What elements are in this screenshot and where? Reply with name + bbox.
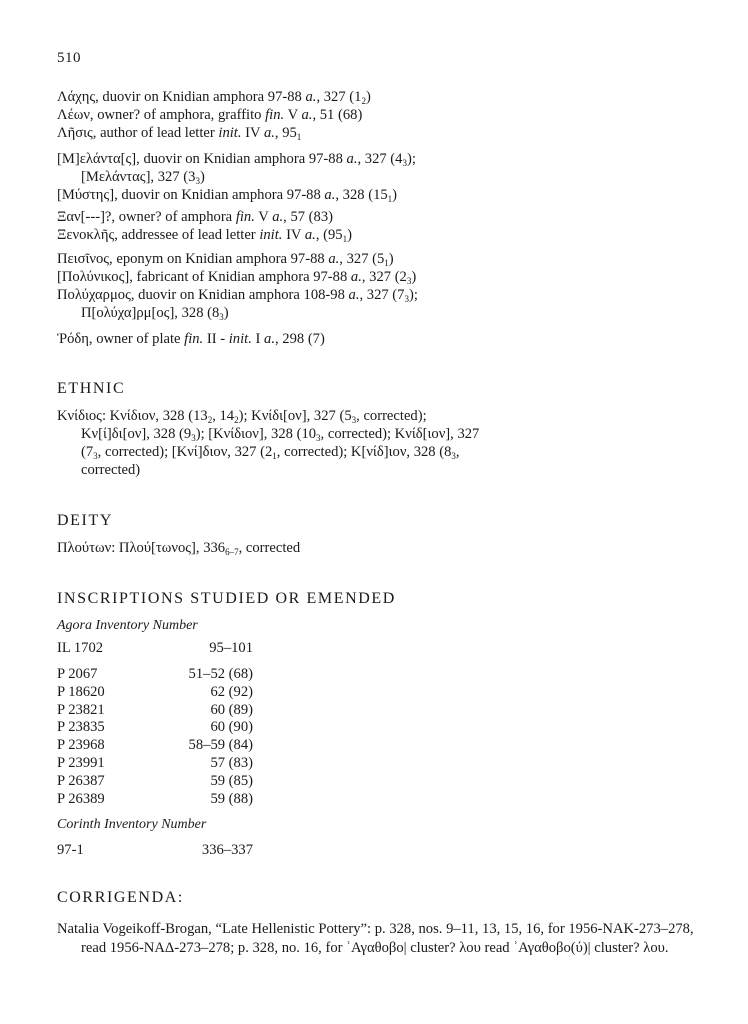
inventory-number: P 23821 xyxy=(57,701,105,718)
deity-heading: DEITY xyxy=(57,512,113,529)
name-entry-line: Λέων, owner? of amphora, graffito fin. V a., 51 (68) xyxy=(57,107,363,123)
page-reference: 59 (85) xyxy=(210,772,253,789)
name-group-xi xyxy=(57,208,352,244)
page-reference: 57 (83) xyxy=(210,754,253,771)
table-row xyxy=(57,684,253,702)
ethnic-entry-line: ($7_3$, corrected); [Κνί]διον, 327 ($2_1$, corrected); Κ[νίδ]ιον, 328 ($8_3$, xyxy=(81,444,460,461)
name-entry-line: Λάχης, duovir on Knidian amphora 97-88 a., 327 $(1_2)$ xyxy=(57,89,371,106)
agora-inventory-label: Agora Inventory Number xyxy=(57,618,198,633)
name-group-pi xyxy=(57,250,418,322)
name-entry-line: Ξενοκλῆς, addressee of lead letter init. IV a., $(95_1)$ xyxy=(57,227,352,244)
table-row xyxy=(57,666,253,684)
page-reference: 336–337 xyxy=(201,842,253,858)
page-reference: 60 (89) xyxy=(210,701,253,718)
name-entry-line: Ξαν[---]?, owner? of amphora fin. V a., 57 (83) xyxy=(57,209,333,225)
page-reference: 59 (88) xyxy=(210,790,253,807)
page-number: 510 xyxy=(57,50,81,66)
inventory-number: 97-1 xyxy=(57,842,84,858)
name-entry-line: Ῥόδη, owner of plate fin. II - init. I a., 298 (7) xyxy=(57,331,325,347)
ethnic-heading: ETHNIC xyxy=(57,380,126,397)
name-entry-line: [Μελάντας], 327 $(3_3)$ xyxy=(81,169,205,186)
name-entry-line: [Πολύνικος], fabricant of Knidian amphora 97-88 a., 327 $(2_3)$ xyxy=(57,269,417,286)
name-entry-line: [Μύστης], duovir on Knidian amphora 97-88 a., 328 $(15_1)$ xyxy=(57,187,398,204)
corinth-inventory-label: Corinth Inventory Number xyxy=(57,817,207,832)
corrigenda-text xyxy=(57,920,707,958)
name-group-mu xyxy=(57,150,416,204)
inventory-number: P 2067 xyxy=(57,666,98,682)
name-entry-line: Λῆσις, author of lead letter init. IV a., $95_1$ xyxy=(57,125,302,142)
table-row xyxy=(57,791,253,809)
deity-entry xyxy=(57,539,300,557)
name-entry-line: Πολύχαρμος, duovir on Knidian amphora 108-98 a., 327 $(7_3)$; xyxy=(57,287,418,304)
inventory-number: P 26387 xyxy=(57,772,105,789)
inventory-number: IL 1702 xyxy=(57,640,104,656)
table-row xyxy=(57,773,253,791)
ethnic-entry-line: corrected) xyxy=(81,462,141,478)
page-reference: 62 (92) xyxy=(210,683,253,700)
table-row xyxy=(57,755,253,773)
corinth-inventory-table xyxy=(57,842,253,860)
ethnic-entry-line: Κνίδιος: Κνίδιον, 328 ($13_2$, $14_2$); Κνίδι[ον], 327 ($5_3$, corrected); xyxy=(57,408,427,425)
inventory-number: P 26389 xyxy=(57,790,105,807)
name-group-lambda xyxy=(57,88,371,142)
table-row xyxy=(57,842,253,860)
page-reference: 58–59 (84) xyxy=(188,737,253,754)
table-row xyxy=(57,719,253,737)
page-reference: 95–101 xyxy=(209,640,253,656)
name-entry-line: [Μ]ελάντα[ς], duovir on Knidian amphora 97-88 a., 327 $(4_3)$; xyxy=(57,151,416,168)
ethnic-entry-line: Κν[ί]δι[ον], 328 $(9_3)$; [Κνίδιον], 328 ($10_3$, corrected); Κνίδ[ιον], 327 xyxy=(81,426,480,443)
name-entry-line: Π[ολύχα]ρμ[ος], 328 $(8_3)$ xyxy=(81,305,229,322)
name-entry-line: Πεισῖνος, eponym on Knidian amphora 97-88 a., 327 $(5_1)$ xyxy=(57,251,394,268)
inventory-number: P 23968 xyxy=(57,737,105,754)
agora-first-table xyxy=(57,640,253,658)
table-row xyxy=(57,737,253,755)
ethnic-entry xyxy=(57,407,479,479)
inventory-number: P 23835 xyxy=(57,719,105,736)
table-row xyxy=(57,702,253,720)
deity-entry-line: Πλούτων: Πλού[τωνος], $336_{6-7}$, corrected xyxy=(57,540,301,557)
name-group-rho xyxy=(57,330,325,348)
inventory-number: P 23991 xyxy=(57,754,105,771)
inventory-number: P 18620 xyxy=(57,683,105,700)
agora-inventory-table xyxy=(57,666,253,808)
inscriptions-heading: INSCRIPTIONS STUDIED OR EMENDED xyxy=(57,590,396,607)
corrigenda-line-1: Natalia Vogeikoff-Brogan, “Late Hellenistic Pottery”: p. 328, nos. 9–11, 13, 15, 16, for 1956-NAK-273–278, xyxy=(57,921,694,937)
corrigenda-heading: CORRIGENDA: xyxy=(57,889,184,906)
page-reference: 60 (90) xyxy=(210,719,253,736)
page-reference: 51–52 (68) xyxy=(188,666,253,682)
corrigenda-line-2: read 1956-ΝΑΔ-273–278; p. 328, no. 16, for ʾΑγαθοβο| cluster? λου read ʾΑγαθοβο(ύ)| cluster? λου. xyxy=(81,940,669,956)
table-row xyxy=(57,640,253,658)
